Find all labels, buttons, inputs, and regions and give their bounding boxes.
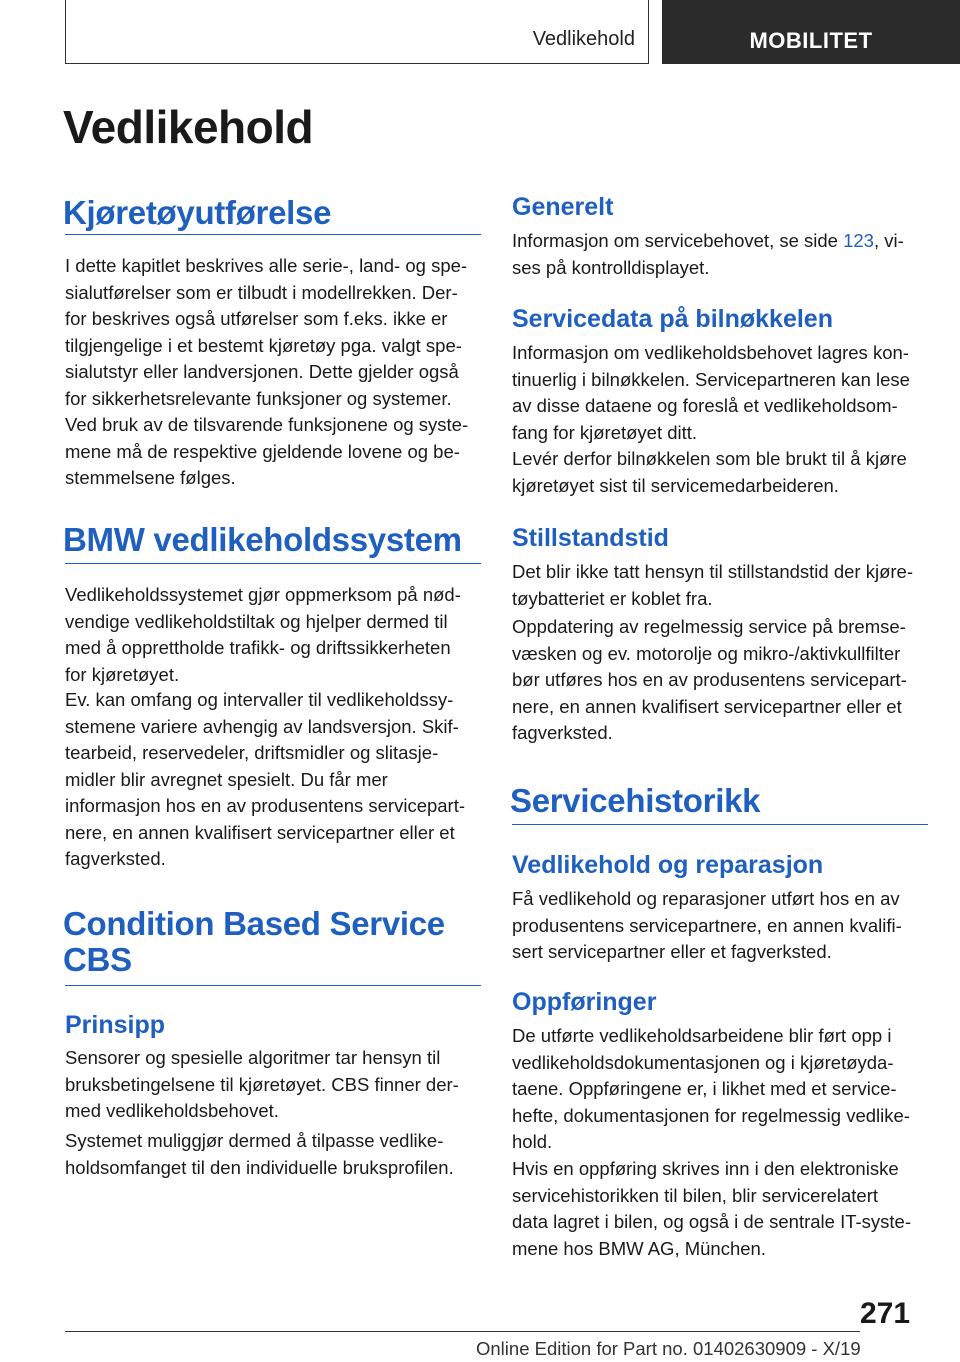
text-line: fang for kjøretøyet ditt. <box>512 421 698 443</box>
text-segment: Informasjon om servicebehovet, se side <box>512 230 844 251</box>
text-line: med å opprettholde trafikk- og driftssikkerheten <box>65 637 451 658</box>
page-number: 271 <box>860 1297 911 1330</box>
text-line: bruksbetingelsene til kjøretøyet. CBS finner der- <box>65 1073 459 1095</box>
text-line: fagverksted. <box>512 722 613 743</box>
page-title: Vedlikehold <box>63 101 314 153</box>
heading-rule <box>512 824 928 825</box>
paragraph-oppforinger-2 <box>512 1156 932 1262</box>
text-line <box>512 228 932 255</box>
heading-rule <box>65 234 481 235</box>
heading-generelt: Generelt <box>512 193 614 221</box>
text-line: sert servicepartner eller et fagverksted. <box>512 941 832 962</box>
text-line: data lagret i bilen, og også i de sentrale IT-syste- <box>512 1211 911 1232</box>
text-line: Oppdatering av regelmessig service på bremse- <box>512 616 906 637</box>
paragraph-stillstandstid-1 <box>512 559 932 612</box>
header-chapter-tab[interactable]: MOBILITET <box>662 0 960 64</box>
text-line: av disse dataene og foreslå et vedlikeholdsom- <box>512 395 898 416</box>
heading-stillstandstid: Stillstandstid <box>512 524 669 552</box>
text-line: servicehistorikken til bilen, blir servicerelatert <box>512 1184 879 1206</box>
text-line: Det blir ikke tatt hensyn til stillstandstid der kjøre- <box>512 561 913 582</box>
text-line: fagverksted. <box>65 848 166 869</box>
text-line: kjøretøyet sist til servicemedarbeideren. <box>512 474 839 496</box>
text-line: for beskrives også utførelser som f.eks. ikke er <box>65 308 448 329</box>
text-line: stemene variere avhengig av landsversjon. Skif- <box>65 715 459 737</box>
text-segment: , vi- <box>873 230 904 251</box>
heading-servicehistorikk: Servicehistorikk <box>510 782 761 819</box>
text-line: Hvis en oppføring skrives inn i den elektroniske <box>512 1158 899 1179</box>
text-line: stemmelsene følges. <box>65 467 236 488</box>
text-line: for sikkerhetsrelevante funksjoner og systemer. <box>65 387 452 409</box>
heading-rule <box>65 563 481 564</box>
heading-servicedata: Servicedata på bilnøkkelen <box>512 305 833 333</box>
text-line: Ved bruk av de tilsvarende funksjonene og syste- <box>65 414 469 435</box>
text-line: væsken og ev. motorolje og mikro-/aktivkullfilter <box>512 642 901 664</box>
paragraph-oppforinger-1 <box>512 1023 932 1156</box>
text-line: informasjon hos en av produsentens servicepart- <box>65 795 466 816</box>
text-line: midler blir avregnet spesielt. Du får mer <box>65 768 388 790</box>
text-line: sialutførelser som er tilbudt i modellrekken. Der- <box>65 281 458 303</box>
text-line: nere, en annen kvalifisert servicepartner eller et <box>512 695 902 717</box>
header-rule-left <box>65 0 66 64</box>
text-line: tøybatteriet er koblet fra. <box>512 587 713 609</box>
footer-edition-text: Online Edition for Part no. 01402630909 - X/19 <box>476 1338 861 1359</box>
heading-rule <box>65 985 481 986</box>
paragraph-kjoretoyutforelse <box>65 253 485 492</box>
text-line: tinuerlig i bilnøkkelen. Servicepartneren kan lese <box>512 368 910 390</box>
text-line: bør utføres hos en av produsentens servicepart- <box>512 669 907 690</box>
page-link-123[interactable]: 123 <box>843 230 874 251</box>
text-line: mene hos BMW AG, München. <box>512 1237 766 1259</box>
text-line: tearbeid, reservedeler, driftsmidler og slitasje- <box>65 742 439 763</box>
paragraph-stillstandstid-2 <box>512 614 932 747</box>
text-line: ses på kontrolldisplayet. <box>512 256 710 278</box>
heading-prinsipp: Prinsipp <box>65 1011 166 1039</box>
text-line: Ev. kan omfang og intervaller til vedlikeholdssy- <box>65 689 454 710</box>
header-rule-right <box>648 0 649 64</box>
text-line: taene. Oppføringene er, i likhet med et service- <box>512 1078 897 1099</box>
text-line: holdsomfanget til den individuelle bruksprofilen. <box>65 1156 454 1178</box>
paragraph-generelt <box>512 228 932 281</box>
paragraph-vedlikehold-og-reparasjon <box>512 886 932 966</box>
paragraph-prinsipp-1 <box>65 1045 485 1125</box>
text-line: sialutstyr eller landversjonen. Dette gjelder også <box>65 361 459 382</box>
paragraph-servicedata-1 <box>512 340 932 446</box>
footer-rule <box>65 1331 860 1332</box>
text-line: Levér derfor bilnøkkelen som ble brukt til å kjøre <box>512 448 907 469</box>
text-line: vedlikeholdsdokumentasjonen og i kjøretøyda- <box>512 1051 894 1073</box>
text-line: I dette kapitlet beskrives alle serie-, land- og spe- <box>65 255 468 276</box>
text-line: Informasjon om vedlikeholdsbehovet lagres kon- <box>512 342 909 363</box>
heading-line: Condition Based Service <box>63 905 445 942</box>
text-line: hefte, dokumentasjonen for regelmessig vedlike- <box>512 1104 910 1126</box>
text-line: for kjøretøyet. <box>65 663 180 685</box>
text-line: De utførte vedlikeholdsarbeidene blir ført opp i <box>512 1025 892 1046</box>
heading-condition-based-service <box>63 906 445 977</box>
text-line: produsentens servicepartnere, en annen kvalifi- <box>512 914 902 936</box>
text-line: vendige vedlikeholdstiltak og hjelper dermed til <box>65 610 448 632</box>
paragraph-servicedata-2 <box>512 446 932 499</box>
text-line: tilgjengelige i et bestemt kjøretøy pga. valgt spe- <box>65 334 462 356</box>
text-line: Systemet muliggjør dermed å tilpasse vedlike- <box>65 1130 444 1151</box>
paragraph-bmw-2 <box>65 687 485 873</box>
text-line: mene må de respektive gjeldende lovene og be- <box>65 440 460 462</box>
paragraph-bmw-1 <box>65 582 485 688</box>
text-line: Sensorer og spesielle algoritmer tar hensyn til <box>65 1047 441 1068</box>
header-rule-bottom <box>65 63 649 64</box>
text-line: Vedlikeholdssystemet gjør oppmerksom på nød- <box>65 584 461 605</box>
heading-vedlikehold-og-reparasjon: Vedlikehold og reparasjon <box>512 851 824 879</box>
text-line: Få vedlikehold og reparasjoner utført hos en av <box>512 888 900 909</box>
paragraph-prinsipp-2 <box>65 1128 485 1181</box>
text-line: med vedlikeholdsbehovet. <box>65 1100 279 1121</box>
header-section-label: Vedlikehold <box>532 28 635 50</box>
heading-bmw-vedlikeholdssystem: BMW vedlikeholdssystem <box>63 521 462 558</box>
text-line: hold. <box>512 1131 553 1152</box>
heading-line: CBS <box>63 940 132 978</box>
text-line: nere, en annen kvalifisert servicepartner eller et <box>65 821 455 843</box>
heading-oppforinger: Oppføringer <box>512 988 657 1016</box>
heading-kjoretoyutforelse: Kjøretøyutførelse <box>63 194 332 231</box>
